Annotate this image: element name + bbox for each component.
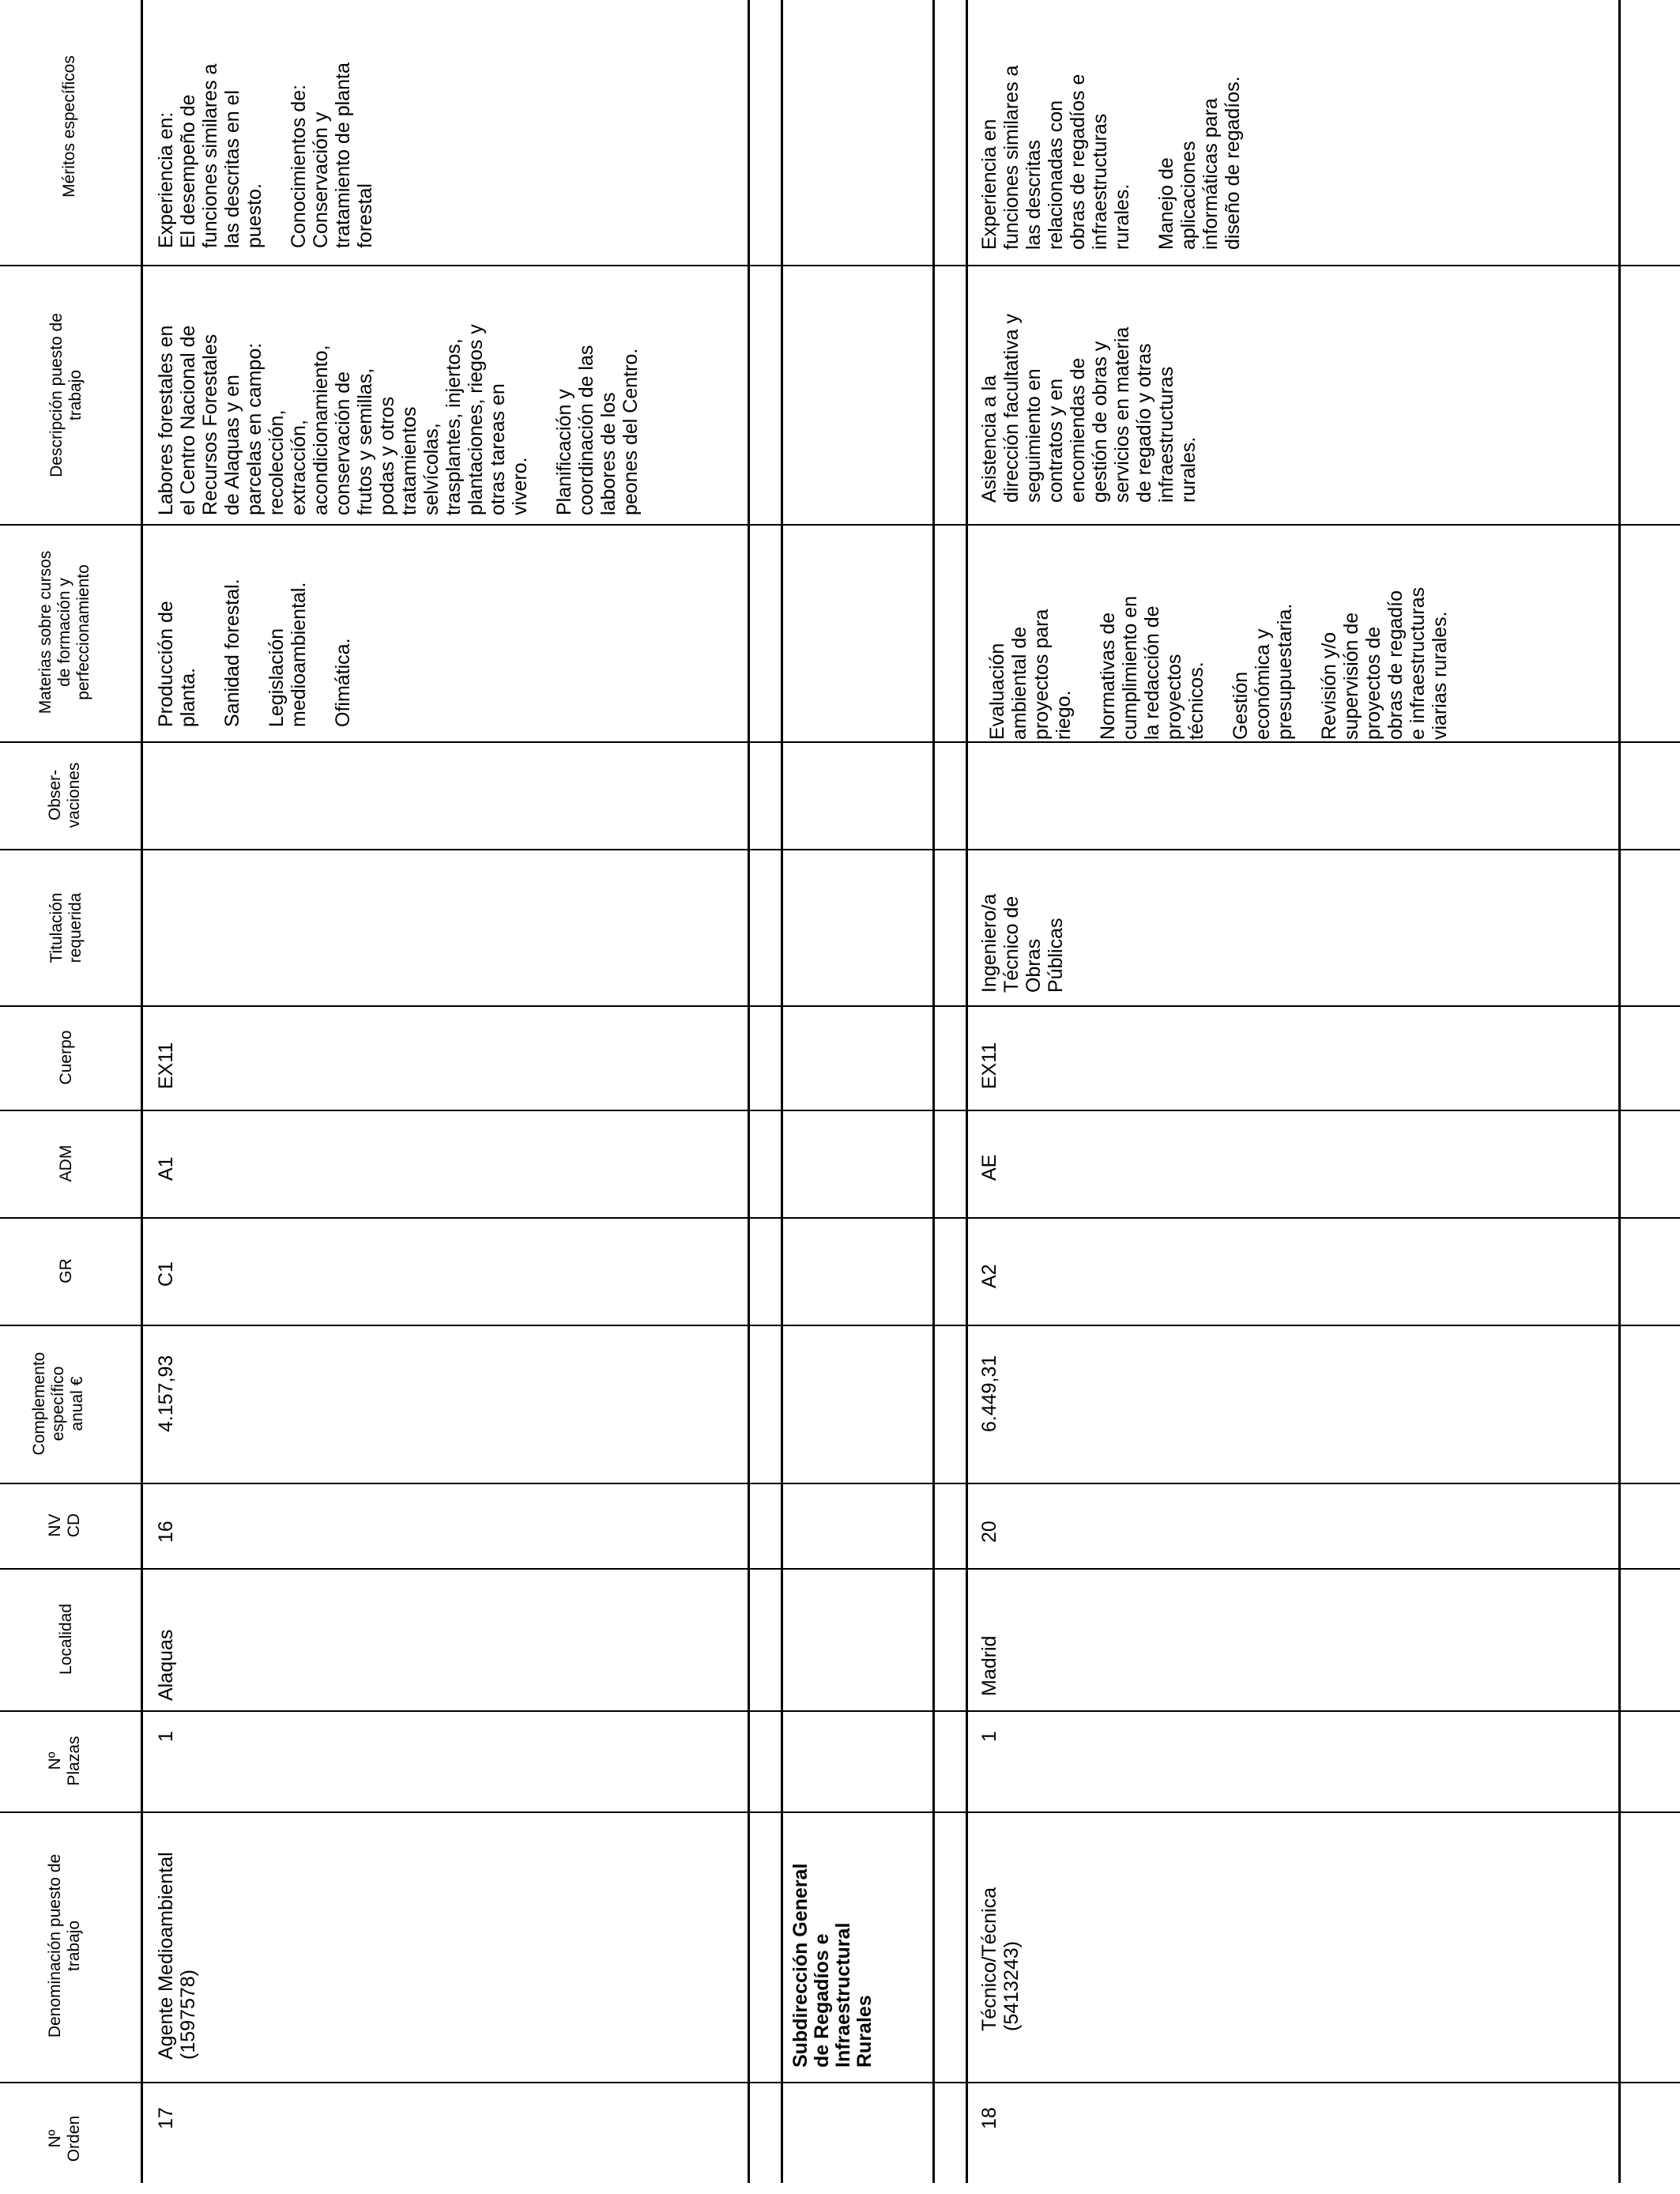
grid-line (141, 0, 143, 2183)
grid-line (0, 1568, 1680, 1570)
grid-line (1618, 0, 1621, 2183)
grid-line (0, 1005, 1680, 1007)
grid-line (0, 1811, 1680, 1813)
grid-line (0, 1710, 1680, 1712)
grid-line (0, 1483, 1680, 1484)
grid-line (0, 1110, 1680, 1111)
grid-line (0, 1325, 1680, 1326)
grid-line (0, 265, 1680, 266)
grid-line (966, 0, 968, 2183)
grid-line (0, 849, 1680, 850)
grid-line (0, 2082, 1680, 2083)
grid-line (0, 1217, 1680, 1219)
grid-line (748, 0, 750, 2183)
grid-line (781, 0, 783, 2183)
grid-line (0, 741, 1680, 743)
grid-line (0, 524, 1680, 526)
grid-line (932, 0, 935, 2183)
